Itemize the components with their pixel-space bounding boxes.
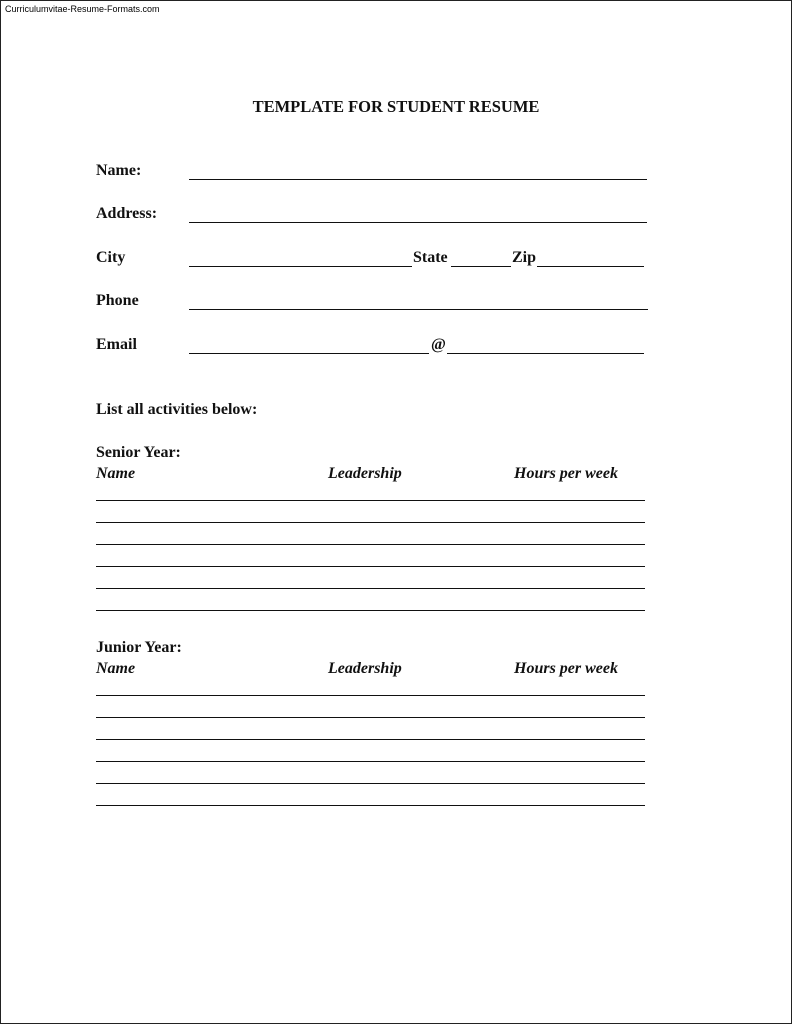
junior-activity-line[interactable] bbox=[96, 739, 645, 740]
name-label: Name: bbox=[96, 162, 142, 179]
senior-col-leadership: Leadership bbox=[328, 465, 402, 482]
address-field-line[interactable] bbox=[189, 222, 647, 223]
zip-field-line[interactable] bbox=[537, 266, 644, 267]
email-at-sign: @ bbox=[431, 336, 446, 353]
phone-label: Phone bbox=[96, 292, 139, 309]
email-label: Email bbox=[96, 336, 137, 353]
junior-activity-line[interactable] bbox=[96, 783, 645, 784]
junior-activity-line[interactable] bbox=[96, 717, 645, 718]
phone-field-line[interactable] bbox=[189, 309, 648, 310]
senior-activity-line[interactable] bbox=[96, 544, 645, 545]
state-label: State bbox=[413, 249, 448, 266]
senior-activity-line[interactable] bbox=[96, 566, 645, 567]
senior-activity-line[interactable] bbox=[96, 500, 645, 501]
email-user-field-line[interactable] bbox=[189, 353, 429, 354]
page-title: TEMPLATE FOR STUDENT RESUME bbox=[252, 97, 540, 116]
senior-col-name: Name bbox=[96, 465, 136, 482]
junior-col-leadership: Leadership bbox=[328, 660, 402, 677]
state-field-line[interactable] bbox=[451, 266, 511, 267]
senior-activity-line[interactable] bbox=[96, 610, 645, 611]
name-field-line[interactable] bbox=[189, 179, 647, 180]
senior-activity-line[interactable] bbox=[96, 522, 645, 523]
activities-intro: List all activities below: bbox=[96, 401, 258, 418]
city-field-line[interactable] bbox=[189, 266, 412, 267]
junior-activity-line[interactable] bbox=[96, 695, 645, 696]
source-watermark: Curriculumvitae-Resume-Formats.com bbox=[5, 4, 160, 14]
junior-activity-line[interactable] bbox=[96, 761, 645, 762]
senior-activity-line[interactable] bbox=[96, 588, 645, 589]
zip-label: Zip bbox=[512, 249, 537, 266]
junior-activity-line[interactable] bbox=[96, 805, 645, 806]
senior-year-heading: Senior Year: bbox=[96, 444, 181, 461]
junior-col-hours: Hours per week bbox=[514, 660, 618, 677]
junior-year-heading: Junior Year: bbox=[96, 639, 182, 656]
email-domain-field-line[interactable] bbox=[447, 353, 644, 354]
city-label: City bbox=[96, 249, 126, 266]
address-label: Address: bbox=[96, 205, 158, 222]
senior-col-hours: Hours per week bbox=[514, 465, 618, 482]
junior-col-name: Name bbox=[96, 660, 136, 677]
